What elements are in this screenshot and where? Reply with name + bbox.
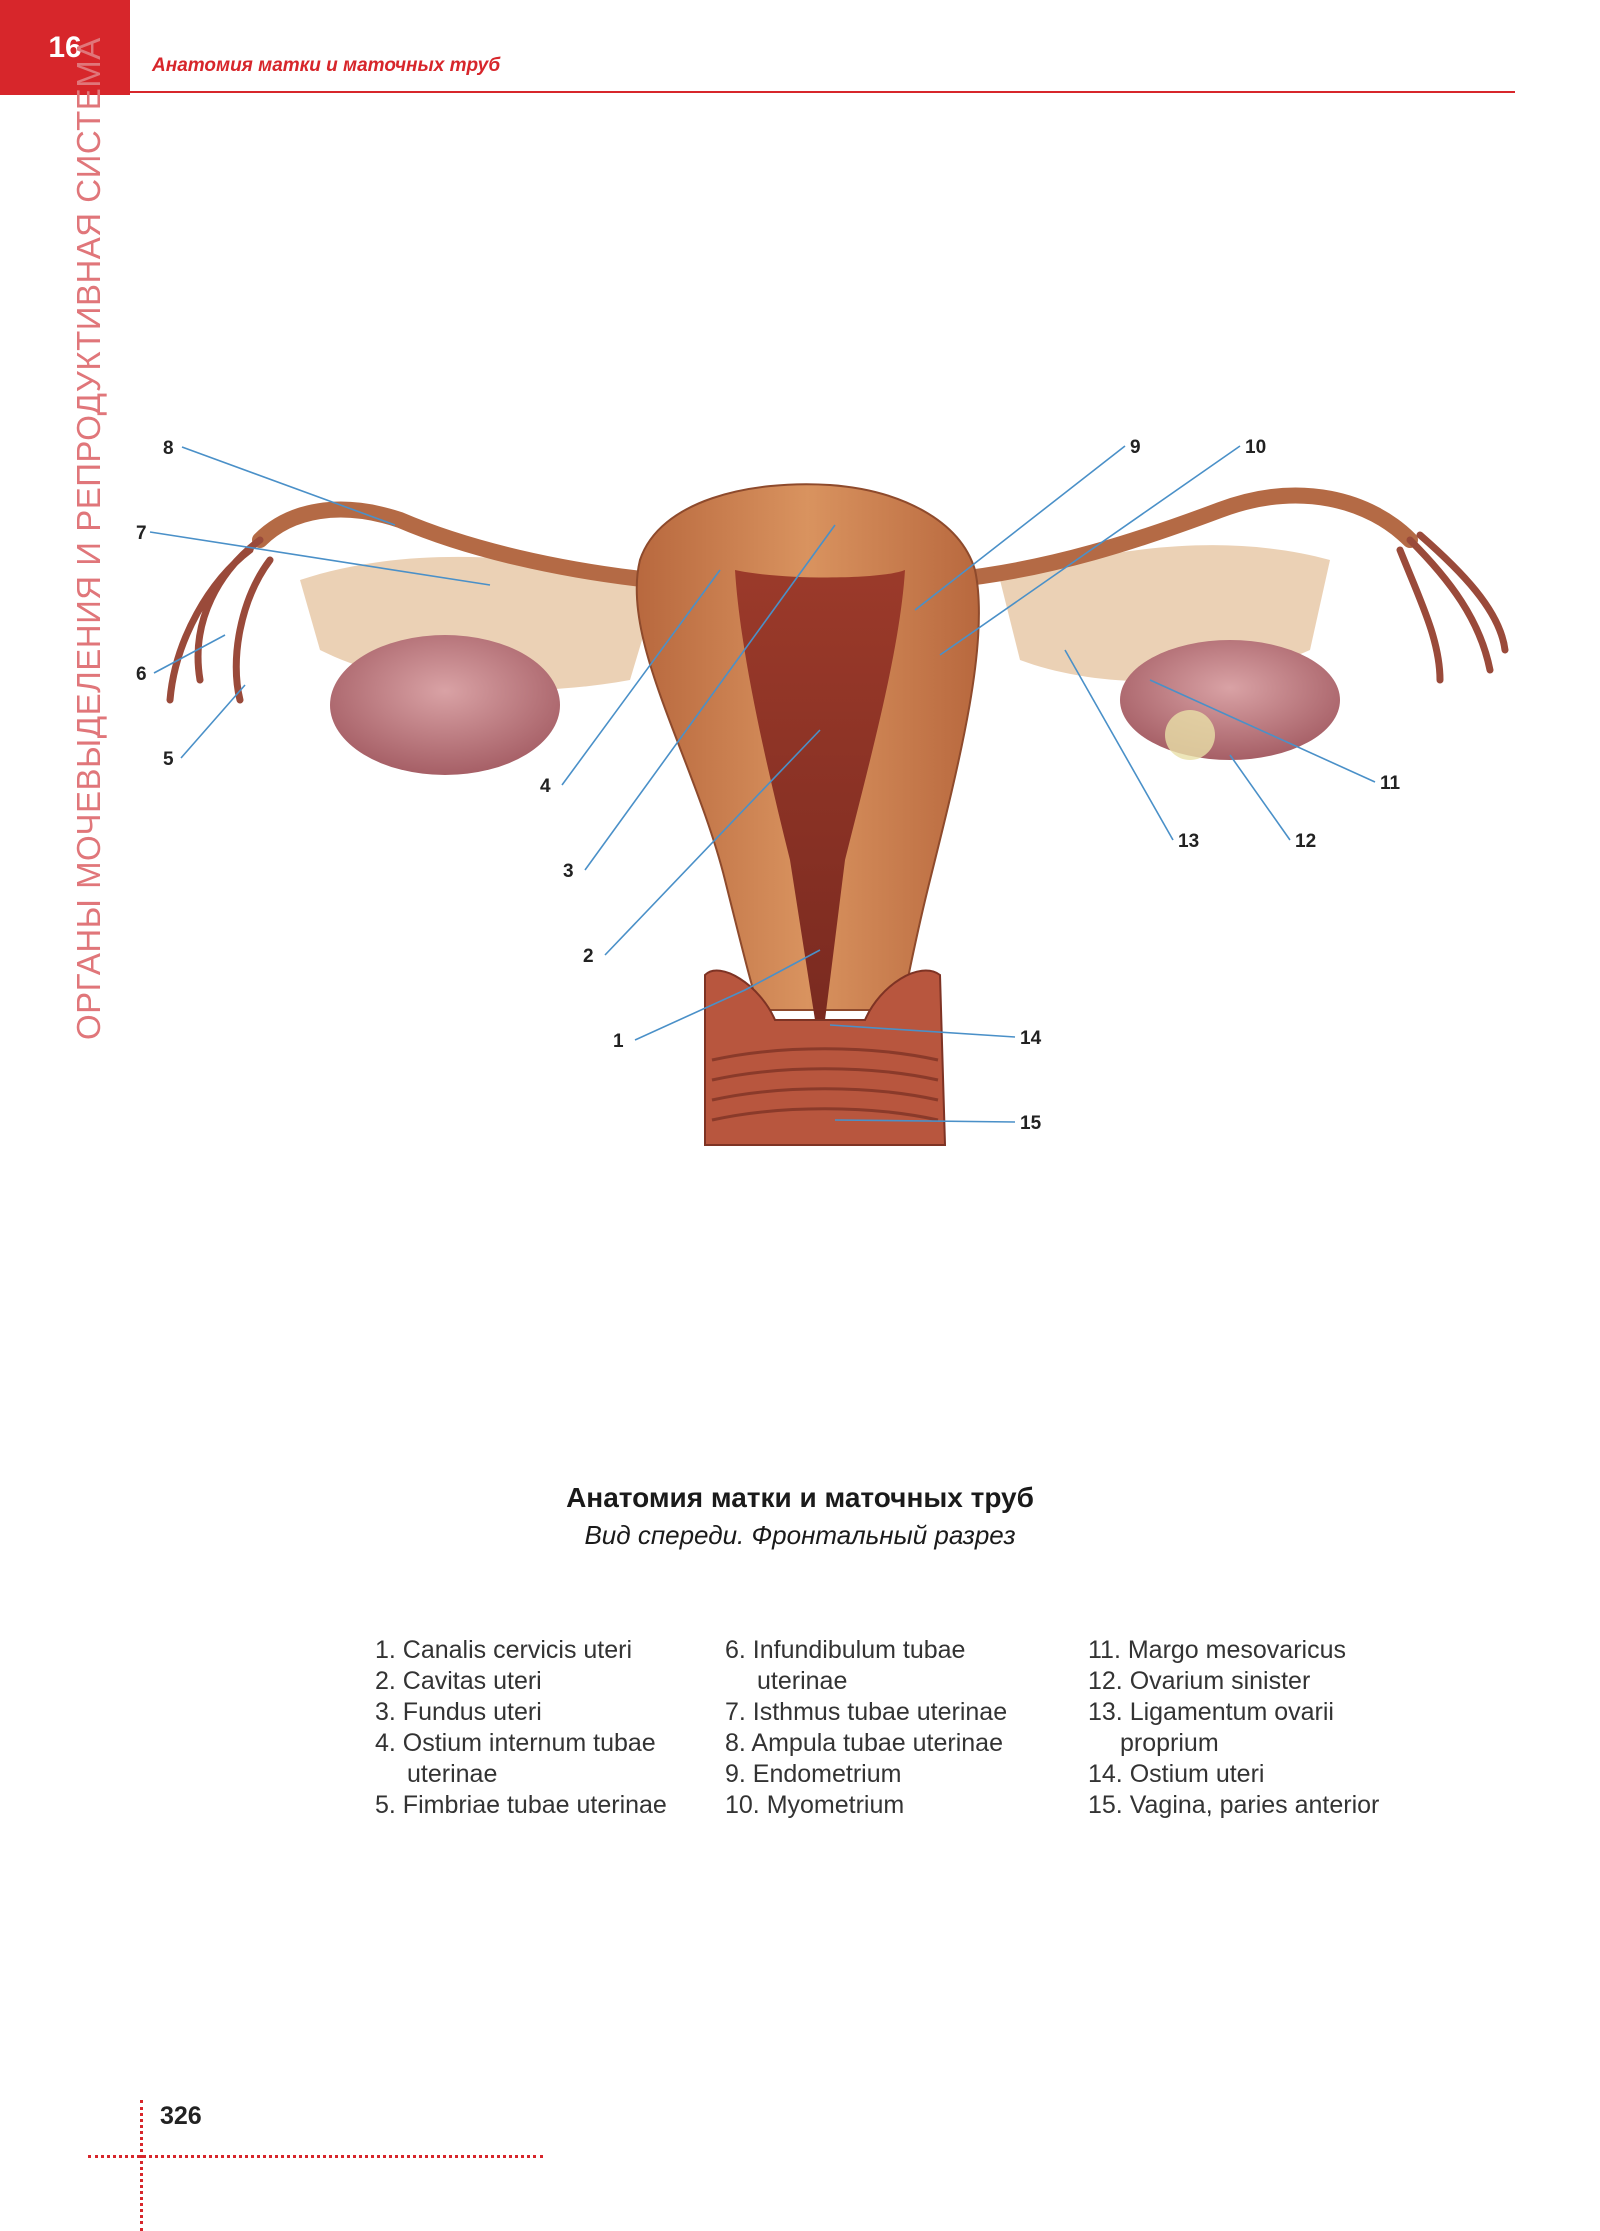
callout-7: 7 [136, 523, 147, 544]
left-fimbriae [170, 540, 270, 700]
leader-line-12 [1230, 755, 1290, 840]
legend-item-continued [375, 1759, 667, 1790]
footer-dotted-rule [88, 2155, 543, 2158]
callout-8: 8 [163, 438, 174, 459]
legend-continuation: proprium [1120, 1729, 1219, 1757]
legend-item: 7. Isthmus tubae uterinae [725, 1698, 1008, 1726]
legend-continuation: uterinae [757, 1667, 848, 1695]
leader-line-6 [154, 635, 225, 673]
legend-item: 1. Canalis cervicis uteri [375, 1636, 633, 1664]
legend-item: 8. Ampula tubae uterinae [725, 1729, 1003, 1757]
callout-10: 10 [1245, 437, 1267, 458]
legend-item: 13. Ligamentum ovarii [1088, 1698, 1334, 1726]
callout-1: 1 [613, 1031, 624, 1052]
legend-item: 4. Ostium internum tubae [375, 1729, 656, 1757]
legend-item: 10. Myometrium [725, 1791, 905, 1819]
legend-column-1 [375, 1635, 667, 1821]
callout-4: 4 [540, 776, 551, 797]
legend-item: 12. Ovarium sinister [1088, 1667, 1311, 1695]
legend-item-continued [1088, 1728, 1379, 1759]
side-section-title: ОРГАНЫ МОЧЕВЫДЕЛЕНИЯ И РЕПРОДУКТИВНАЯ СИСТЕМА [70, 37, 107, 1040]
callout-12: 12 [1295, 831, 1317, 852]
legend-item: 6. Infundibulum tubae [725, 1636, 966, 1664]
left-ovary [330, 635, 560, 775]
leader-line-5 [181, 685, 245, 758]
callout-9: 9 [1130, 437, 1141, 458]
legend-item: 3. Fundus uteri [375, 1698, 542, 1726]
legend-column-2 [725, 1635, 1007, 1821]
corpus-luteum [1165, 710, 1215, 760]
figure-caption-title: Анатомия матки и маточных труб [566, 1482, 1034, 1513]
legend-item: 9. Endometrium [725, 1760, 902, 1788]
callout-11: 11 [1380, 773, 1401, 794]
legend-item-continued [725, 1666, 1007, 1697]
legend-item: 5. Fimbriae tubae uterinae [375, 1791, 667, 1819]
legend-item: 11. Margo mesovaricus [1088, 1636, 1346, 1664]
callout-2: 2 [583, 946, 594, 967]
right-fimbriae [1400, 535, 1505, 680]
callout-14: 14 [1020, 1028, 1042, 1049]
callout-3: 3 [563, 861, 574, 882]
running-header-title: Анатомия матки и маточных труб [152, 55, 501, 76]
legend-item: 15. Vagina, paries anterior [1088, 1791, 1380, 1819]
right-ovary [1120, 640, 1340, 760]
legend-item: 2. Cavitas uteri [375, 1667, 542, 1695]
callout-13: 13 [1178, 831, 1200, 852]
footer-dotted-margin-line [140, 2100, 143, 2231]
legend-item: 14. Ostium uteri [1088, 1760, 1265, 1788]
callout-15: 15 [1020, 1113, 1042, 1134]
legend-continuation: uterinae [407, 1760, 498, 1788]
chapter-number: 16 [48, 30, 82, 64]
figure-caption-subtitle: Вид спереди. Фронтальный разрез [584, 1520, 1016, 1550]
legend-column-3 [1088, 1635, 1379, 1821]
callout-5: 5 [163, 749, 174, 770]
callout-6: 6 [136, 664, 147, 685]
page-number: 326 [160, 2102, 202, 2130]
